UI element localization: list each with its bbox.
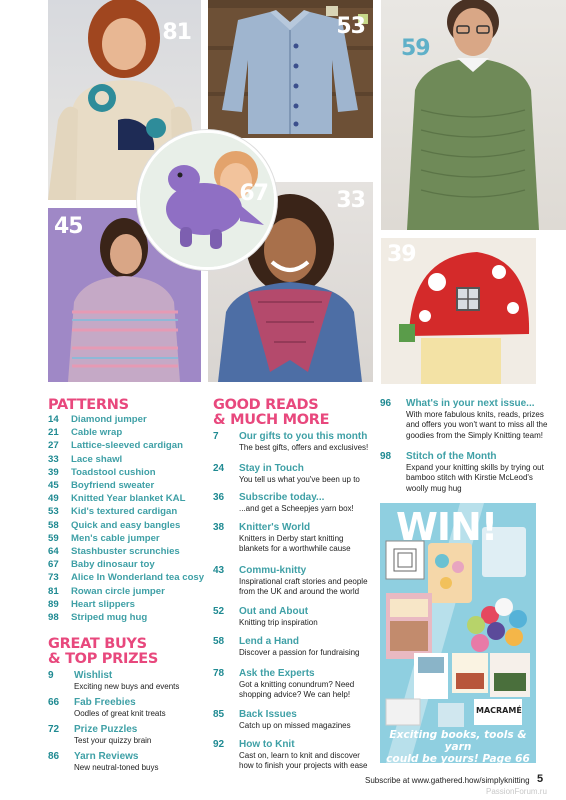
pattern-label: Striped mug hug <box>71 612 148 624</box>
pattern-page-number: 45 <box>48 480 59 492</box>
pattern-item[interactable] <box>48 532 204 545</box>
entry-heading <box>213 667 375 680</box>
pattern-label: Knitted Year blanket KAL <box>71 493 186 505</box>
page-number-badge: 45 <box>54 214 83 239</box>
entry-title: Commu-knitty <box>239 565 307 576</box>
subscribe-footer[interactable]: Subscribe at www.gathered.how/simplyknitting <box>365 776 530 785</box>
pattern-label: Heart slippers <box>71 598 135 610</box>
page-number-badge: 67 <box>239 181 268 206</box>
pattern-page-number: 73 <box>48 572 59 584</box>
entry-page-number: 85 <box>213 709 225 720</box>
entry-title: How to Knit <box>239 739 295 750</box>
entry-page-number: 78 <box>213 668 225 679</box>
contents-entry[interactable] <box>48 669 213 692</box>
entry-description: Catch up on missed magazines <box>239 721 351 730</box>
contents-entry[interactable] <box>380 397 552 441</box>
pattern-item[interactable] <box>48 505 204 518</box>
entry-heading <box>48 696 213 709</box>
entry-title: Ask the Experts <box>239 668 315 679</box>
pattern-item[interactable] <box>48 439 204 452</box>
pattern-item[interactable] <box>48 519 204 532</box>
contents-entry[interactable] <box>48 696 213 719</box>
pattern-page-number: 39 <box>48 466 59 478</box>
win-caption-line1: Exciting books, tools & yarn <box>389 729 527 753</box>
watermark: PassionForum.ru <box>486 787 547 796</box>
contents-entry[interactable] <box>213 605 375 628</box>
entry-page-number: 66 <box>48 697 60 708</box>
entry-heading <box>213 430 375 443</box>
entry-title: Yarn Reviews <box>74 751 139 762</box>
entry-page-number: 98 <box>380 451 392 462</box>
patterns-list <box>48 413 204 624</box>
contents-entry[interactable] <box>213 491 375 514</box>
entry-heading <box>380 450 552 463</box>
entry-heading <box>213 635 375 648</box>
entry-description: Exciting new buys and events <box>74 682 180 691</box>
page-number-badge: 33 <box>336 188 365 213</box>
pattern-label: Diamond jumper <box>71 414 147 425</box>
entry-description: New neutral-toned buys <box>74 763 159 772</box>
contents-entry[interactable] <box>213 564 375 598</box>
pattern-page-number: 89 <box>48 598 59 610</box>
man-cable-jumper-illustration <box>381 0 566 230</box>
entry-page-number: 9 <box>48 670 54 681</box>
page-number-badge: 81 <box>162 20 191 45</box>
entry-description: You tell us what you've been up to <box>239 475 360 484</box>
contents-entry[interactable] <box>213 462 375 485</box>
entry-page-number: 43 <box>213 565 225 576</box>
pattern-label: Quick and easy bangles <box>71 519 181 531</box>
entry-heading <box>213 605 375 618</box>
entry-heading <box>213 521 375 534</box>
page-number-badge: 59 <box>401 36 430 61</box>
pattern-item[interactable] <box>48 413 204 426</box>
entry-title: Subscribe today... <box>239 492 325 503</box>
pattern-label: Stashbuster scrunchies <box>71 546 180 558</box>
good-reads-heading <box>213 398 329 428</box>
entry-description: The best gifts, offers and exclusives! <box>239 443 369 452</box>
entry-title: Stitch of the Month <box>406 451 497 462</box>
entry-title: Lend a Hand <box>239 636 300 647</box>
good-reads-heading-line2: & MUCH MORE <box>213 412 330 428</box>
entry-title: Our gifts to you this month <box>239 431 368 442</box>
pattern-item[interactable] <box>48 426 204 439</box>
pattern-page-number: 98 <box>48 612 59 624</box>
entry-heading <box>213 738 375 751</box>
entry-page-number: 38 <box>213 522 225 533</box>
entry-page-number: 7 <box>213 431 219 442</box>
contents-entry[interactable] <box>48 750 213 773</box>
entry-title: Out and About <box>239 606 309 617</box>
great-buys-heading-line2: & TOP PRIZES <box>48 651 159 667</box>
pattern-page-number: 14 <box>48 414 59 425</box>
entry-title: Stay in Touch <box>239 463 304 474</box>
entry-description: Knitting trip inspiration <box>239 618 318 627</box>
entry-heading <box>213 564 375 577</box>
pattern-page-number: 58 <box>48 519 59 531</box>
pattern-label: Kid's textured cardigan <box>71 506 178 518</box>
pattern-label: Rowan circle jumper <box>71 585 165 597</box>
great-buys-heading-line1: GREAT BUYS <box>48 636 147 652</box>
entry-title: Wishlist <box>74 670 113 681</box>
win-book-title: MACRAMÉ <box>476 706 522 715</box>
entry-title: Knitter's World <box>239 522 311 533</box>
contents-entry[interactable] <box>380 450 552 494</box>
pattern-label: Alice In Wonderland tea cosy <box>71 572 205 584</box>
entry-heading <box>48 750 213 763</box>
entry-page-number: 92 <box>213 739 225 750</box>
entry-heading <box>48 669 213 682</box>
photo-mens-jumper <box>381 0 566 230</box>
pattern-label: Toadstool cushion <box>71 466 156 478</box>
entry-description: Expand your knitting skills by trying out bamboo stitch with Kirstie McLeod's woolly mug hug <box>406 463 544 493</box>
entry-heading <box>380 397 552 410</box>
entry-page-number: 24 <box>213 463 225 474</box>
pattern-page-number: 33 <box>48 453 59 465</box>
entry-description: Discover a passion for fundraising <box>239 648 360 657</box>
pattern-item[interactable] <box>48 479 204 492</box>
contents-entry[interactable] <box>213 430 375 453</box>
entry-description: Knitters in Derby start knitting blankets for a worthwhile cause <box>239 534 351 554</box>
entry-page-number: 72 <box>48 724 60 735</box>
great-buys-heading <box>48 637 158 667</box>
entry-description: With more fabulous knits, reads, prizes and offers you won't want to miss all the goodies from the Simply Knitting team! <box>406 410 548 440</box>
entry-description: Cast on, learn to knit and discover how to finish your projects with ease <box>239 751 368 771</box>
good-reads-heading-line1: GOOD READS <box>213 397 319 413</box>
pattern-page-number: 21 <box>48 427 59 439</box>
page-number: 5 <box>537 773 544 785</box>
entry-title: Back Issues <box>239 709 297 720</box>
page-number-badge: 53 <box>336 14 365 39</box>
entry-description: Oodles of great knit treats <box>74 709 166 718</box>
entry-description: Got a knitting conundrum? Need shopping advice? We can help! <box>239 680 355 700</box>
pattern-item[interactable] <box>48 598 204 611</box>
pattern-page-number: 81 <box>48 585 59 597</box>
page-number-badge: 39 <box>387 242 416 267</box>
pattern-item[interactable] <box>48 545 204 558</box>
entry-title: Prize Puzzles <box>74 724 138 735</box>
entry-page-number: 58 <box>213 636 225 647</box>
pattern-page-number: 64 <box>48 546 59 558</box>
contents-entry[interactable] <box>213 521 375 555</box>
pattern-item[interactable] <box>48 466 204 479</box>
pattern-item[interactable] <box>48 492 204 505</box>
pattern-label: Baby dinosaur toy <box>71 559 155 571</box>
photo-kids-cardigan <box>208 0 373 138</box>
photo-toadstool-cushion <box>381 238 536 384</box>
pattern-item[interactable] <box>48 585 204 598</box>
patterns-heading: PATTERNS <box>48 397 129 413</box>
entry-description: ...and get a Scheepjes yarn box! <box>239 504 354 513</box>
pattern-page-number: 49 <box>48 493 59 505</box>
pattern-page-number: 67 <box>48 559 59 571</box>
contents-entry[interactable] <box>213 667 375 701</box>
pattern-label: Lace shawl <box>71 453 123 465</box>
entry-page-number: 96 <box>380 398 392 409</box>
pattern-label: Boyfriend sweater <box>71 480 155 492</box>
win-caption-line2: could be yours! Page 66 <box>386 753 530 763</box>
pattern-item[interactable] <box>48 571 204 584</box>
win-caption <box>380 729 536 763</box>
contents-entry[interactable] <box>48 723 213 746</box>
win-title: WIN! <box>396 505 498 549</box>
entry-title: What's in your next issue... <box>406 398 535 409</box>
pattern-label: Lattice-sleeved cardigan <box>71 440 183 452</box>
entry-title: Fab Freebies <box>74 697 136 708</box>
entry-page-number: 52 <box>213 606 225 617</box>
contents-entry[interactable] <box>213 708 375 731</box>
contents-entry[interactable] <box>213 635 375 658</box>
pattern-page-number: 27 <box>48 440 59 452</box>
entry-heading <box>213 708 375 721</box>
photo-dinosaur-toy <box>137 130 277 270</box>
entry-page-number: 86 <box>48 751 60 762</box>
win-box[interactable] <box>380 503 536 763</box>
entry-description: Inspirational craft stories and people from the UK and around the world <box>239 577 368 597</box>
entry-heading <box>213 462 375 475</box>
contents-entry[interactable] <box>213 738 375 772</box>
entry-description: Test your quizzy brain <box>74 736 152 745</box>
pattern-item[interactable] <box>48 453 204 466</box>
pattern-label: Men's cable jumper <box>71 532 160 544</box>
pattern-page-number: 59 <box>48 532 59 544</box>
entry-heading <box>48 723 213 736</box>
pattern-item[interactable] <box>48 558 204 571</box>
pattern-page-number: 53 <box>48 506 59 518</box>
entry-page-number: 36 <box>213 492 225 503</box>
entry-heading <box>213 491 375 504</box>
pattern-label: Cable wrap <box>71 427 123 439</box>
pattern-item[interactable] <box>48 611 204 624</box>
